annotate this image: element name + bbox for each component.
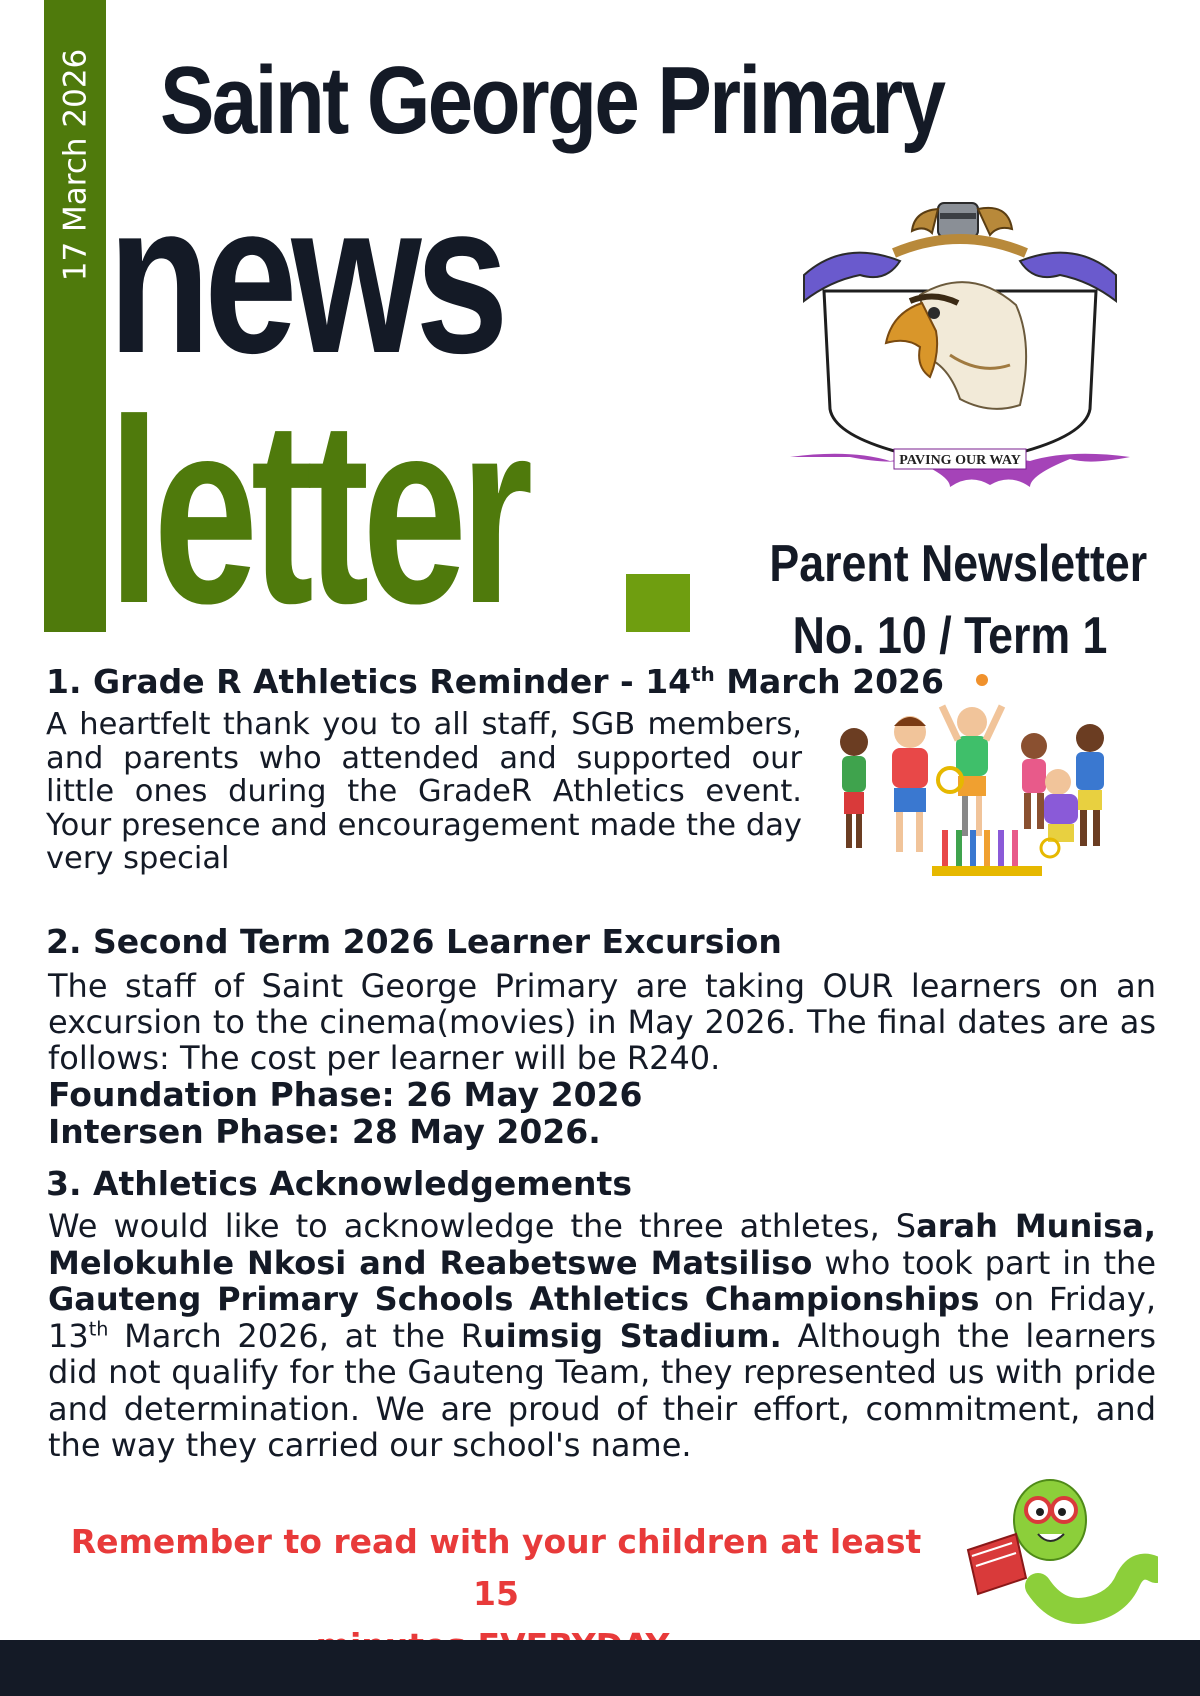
ring-toss-icon (932, 830, 1042, 876)
championship-name: Gauteng Primary Schools Athletics Championships (48, 1280, 980, 1318)
section-3-text: March 2026, at the R (108, 1316, 483, 1355)
section-2-heading: 2. Second Term 2026 Learner Excursion (46, 922, 782, 961)
child-figure-icon (1044, 769, 1078, 842)
ball-icon (976, 674, 988, 686)
section-1-body: A heartfelt thank you to all staff, SGB members, and parents who attended and supported our little ones during the GradeR Athletics event. Your presence and encouragement made the day very special (46, 707, 802, 876)
section-3-text: We would like to acknowledge the three athletes, S (48, 1207, 917, 1245)
section-1-heading (46, 662, 944, 701)
crest-helmet-icon (912, 203, 1012, 237)
intersen-phase-date: Intersen Phase: 28 May 2026. (48, 1112, 601, 1151)
foundation-phase-date: Foundation Phase: 26 May 2026 (48, 1075, 643, 1114)
issue-date-text: 17 March 2026 (57, 48, 94, 282)
section-3-body (48, 1208, 1156, 1464)
book-icon (968, 1534, 1026, 1594)
kids-playing-illustration (832, 670, 1122, 885)
section-3-heading: 3. Athletics Acknowledgements (46, 1164, 632, 1203)
issue-info (740, 528, 1160, 672)
child-figure-icon (1021, 733, 1047, 829)
school-crest-logo (790, 195, 1130, 505)
reading-reminder-line-1: Remember to read with your children at least 15 (70, 1522, 922, 1613)
stadium-name: uimsig Stadium. (482, 1316, 782, 1355)
date-suffix: th (88, 1316, 109, 1340)
section-3-text: who took part in the (812, 1243, 1157, 1282)
child-figure-icon (840, 728, 868, 848)
section-2-body (48, 968, 1156, 1150)
athlete-names: arah Munisa, Melokuhle Nkosi and Reabetswe Matsiliso (48, 1207, 1157, 1282)
title-word-news: news (108, 157, 503, 398)
issue-date (44, 0, 106, 330)
bookworm-reading-icon (958, 1476, 1158, 1626)
school-name: Saint George Primary (160, 47, 944, 154)
section-3-text: on Friday, 13 (48, 1280, 1156, 1355)
section-1-heading-date: March 2026 (714, 662, 944, 701)
issue-number: No. 10 / Term 1 (792, 607, 1108, 665)
section-3-text: Although the learners did not qualify for the Gauteng Team, they represented us with pride and determination. We are proud of their effort, commitment, and the way they carried our school's name. (48, 1316, 1157, 1464)
title-period-square (626, 574, 690, 632)
section-2-paragraph: The staff of Saint George Primary are taking OUR learners on an excursion to the cinema(movies) in May 2026. The final dates are as follows: The cost per learner will be R240. (48, 967, 1156, 1077)
child-figure-icon (1076, 724, 1104, 846)
crest-motto-text: PAVING OUR WAY (899, 453, 1021, 468)
child-figure-icon (942, 706, 1002, 836)
section-1-heading-text: 1. Grade R Athletics Reminder - 14 (46, 662, 692, 701)
newsletter-label: Parent Newsletter (769, 535, 1148, 593)
child-figure-icon (892, 716, 928, 852)
footer-bar (0, 1640, 1200, 1696)
title-word-letter: letter (108, 365, 527, 658)
section-1-heading-sup: th (691, 663, 715, 686)
